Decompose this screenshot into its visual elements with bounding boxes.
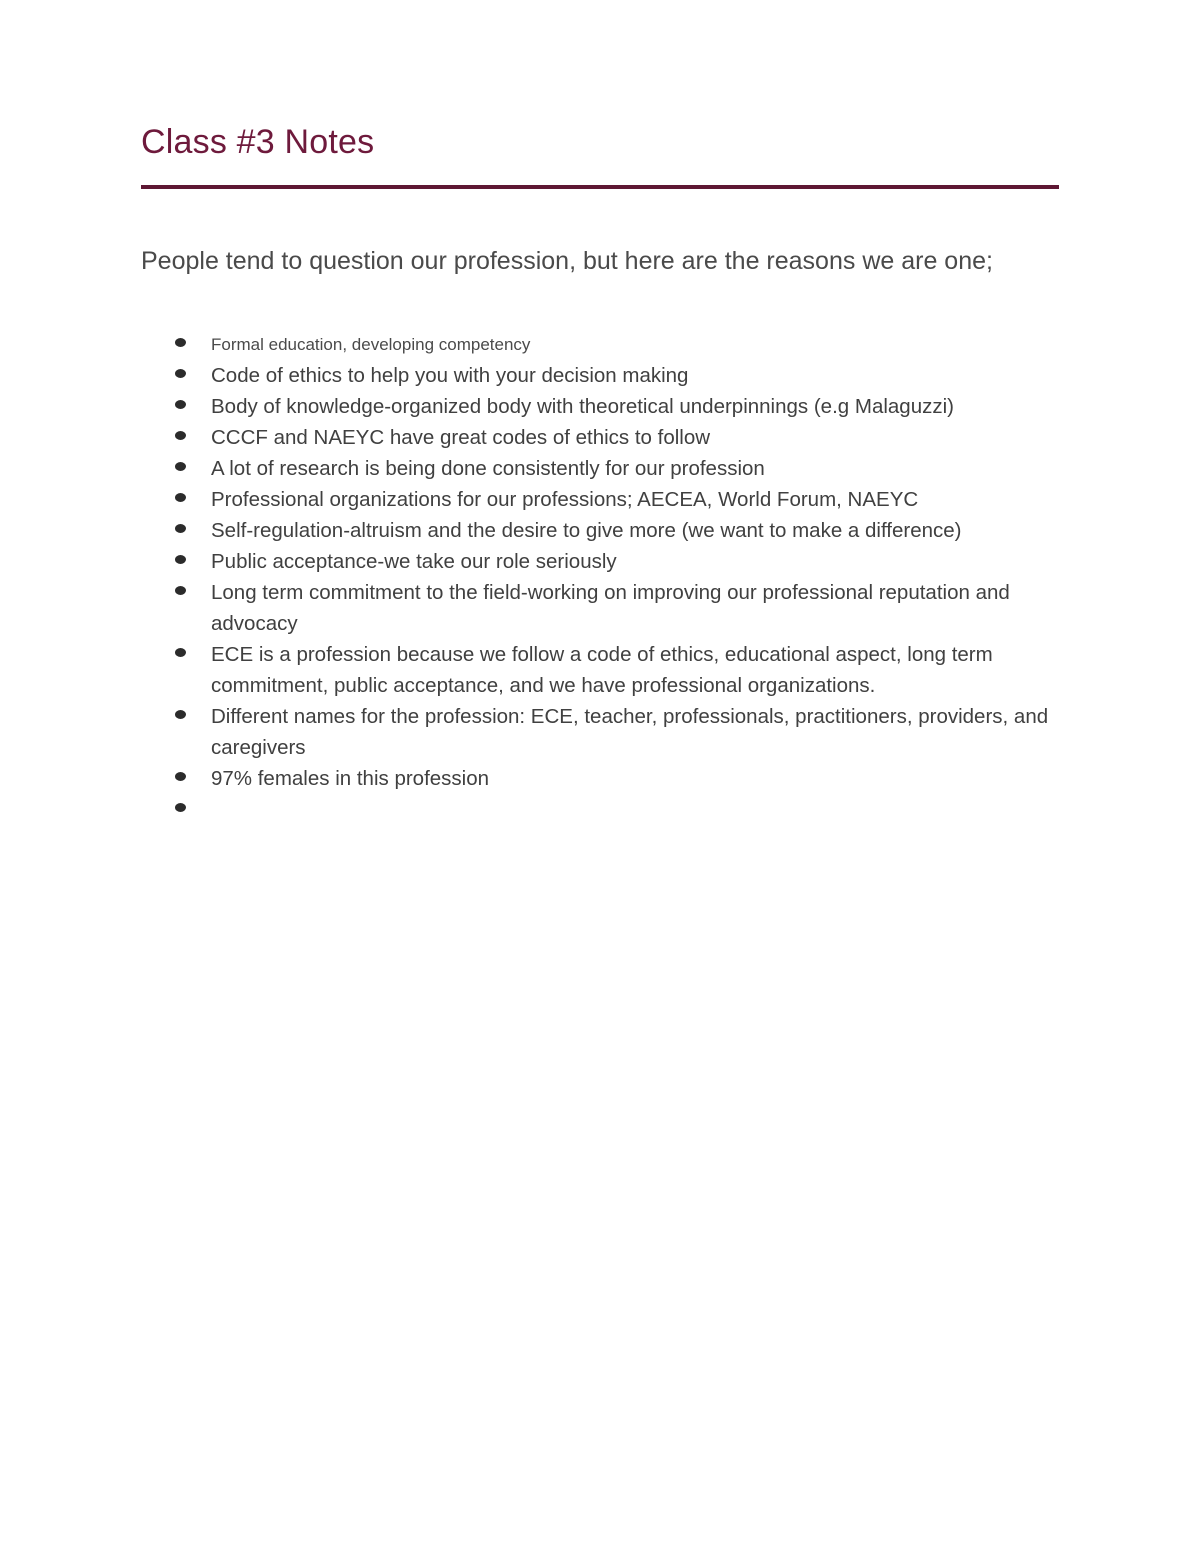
list-item (0, 546, 1056, 577)
bullet-icon (175, 524, 186, 533)
list-item-text: Code of ethics to help you with your decision making (211, 364, 689, 387)
title-divider (141, 185, 1059, 189)
bullet-icon (175, 462, 186, 471)
list-item-text: A lot of research is being done consistently for our profession (211, 457, 765, 480)
list-item (0, 701, 1056, 763)
list-item (0, 577, 1056, 639)
list-item-text: Formal education, developing competency (211, 335, 531, 354)
list-item (0, 763, 1056, 794)
list-item (0, 639, 1056, 701)
bullet-icon (175, 431, 186, 440)
intro-paragraph: People tend to question our profession, but here are the reasons we are one; (141, 247, 993, 275)
page-title: Class #3 Notes (141, 123, 375, 161)
list-item (0, 484, 1056, 515)
bullet-icon (175, 338, 186, 347)
bullet-icon (175, 555, 186, 564)
list-item (0, 329, 1056, 360)
list-item (0, 422, 1056, 453)
bullet-icon (175, 400, 186, 409)
bullet-icon (175, 710, 186, 719)
bullet-list (0, 329, 1200, 825)
list-item-text: Different names for the profession: ECE, teacher, professionals, practitioners, providers, and caregivers (211, 705, 1049, 759)
list-item-text: Self-regulation-altruism and the desire to give more (we want to make a difference) (211, 519, 962, 542)
bullet-icon (175, 772, 186, 781)
list-item-text: Body of knowledge-organized body with theoretical underpinnings (e.g Malaguzzi) (211, 395, 954, 418)
list-item-text: ECE is a profession because we follow a code of ethics, educational aspect, long term commitment, public acceptance, and we have professional organizations. (211, 643, 993, 697)
bullet-icon (175, 586, 186, 595)
bullet-icon (175, 648, 186, 657)
list-item-text: CCCF and NAEYC have great codes of ethics to follow (211, 426, 711, 449)
list-item-text: Professional organizations for our professions; AECEA, World Forum, NAEYC (211, 488, 919, 511)
bullet-icon (175, 369, 186, 378)
bullet-icon (175, 493, 186, 502)
list-item (0, 453, 1056, 484)
list-item-text: Long term commitment to the field-working on improving our professional reputation and advocacy (211, 581, 1010, 635)
list-item (0, 794, 1056, 825)
list-item (0, 391, 1056, 422)
list-item-text: 97% females in this profession (211, 767, 490, 790)
bullet-icon (175, 803, 186, 812)
list-item-text: Public acceptance-we take our role seriously (211, 550, 617, 573)
list-item (0, 515, 1056, 546)
list-item (0, 360, 1056, 391)
